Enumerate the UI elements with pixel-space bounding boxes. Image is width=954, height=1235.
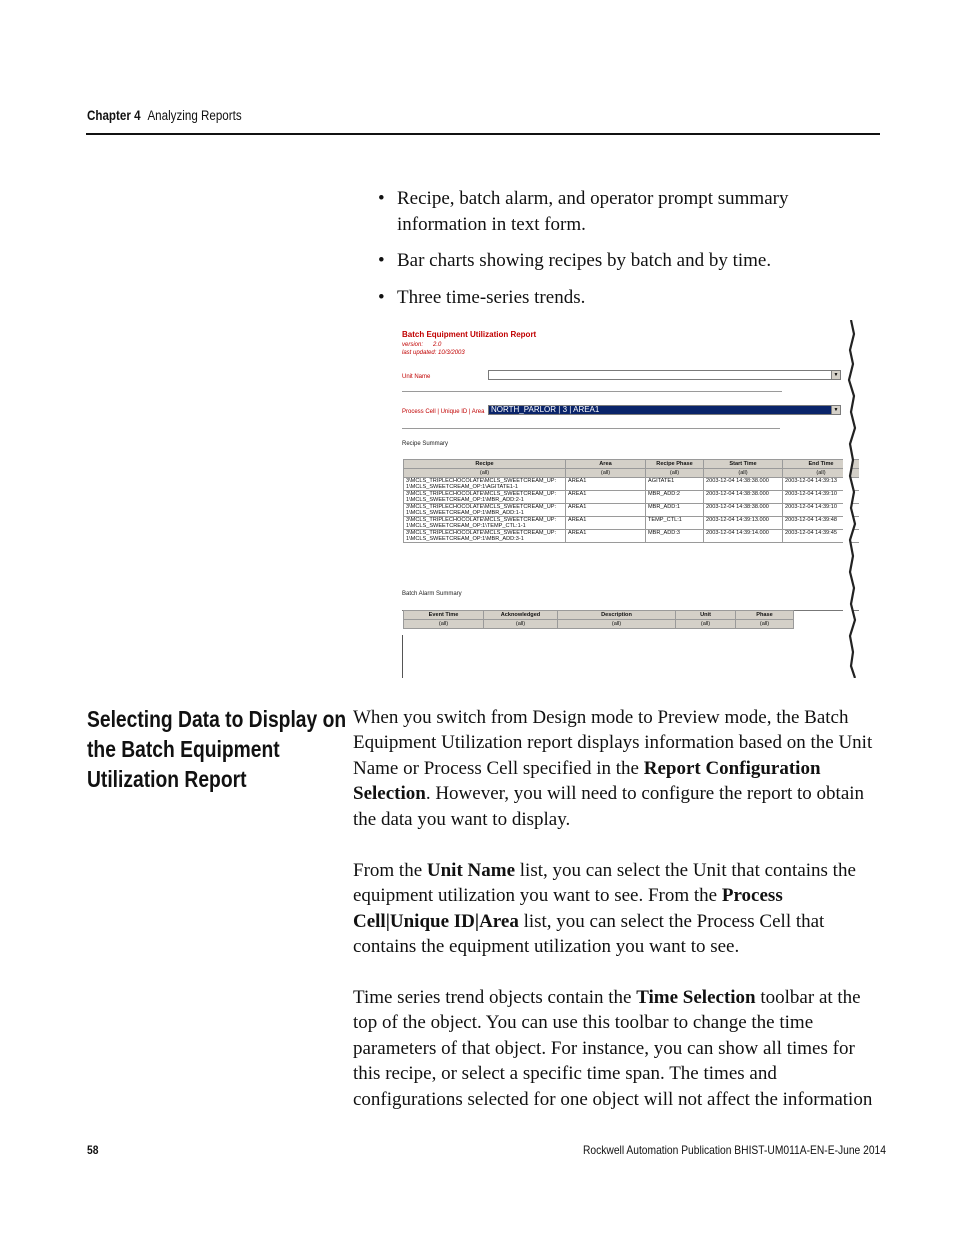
column-header[interactable]: Event Time xyxy=(404,611,484,620)
dropdown-arrow-icon[interactable]: ▼ xyxy=(831,371,840,379)
section-heading xyxy=(87,704,347,794)
recipe-summary-label: Recipe Summary xyxy=(402,441,449,447)
time-selection-term: Time Selection xyxy=(636,987,756,1008)
column-header[interactable]: Start Time xyxy=(704,460,783,469)
area-cell: AREA1 xyxy=(566,517,646,530)
start-time-cell: 2003-12-04 14:39:13.000 xyxy=(704,517,783,530)
dropdown-arrow-icon[interactable]: ▼ xyxy=(831,406,840,414)
recipe-summary-table xyxy=(403,459,859,543)
column-header[interactable]: Area xyxy=(566,460,646,469)
table-row xyxy=(404,491,860,504)
column-filter[interactable]: (all) xyxy=(404,469,566,478)
batch-alarm-label: Batch Alarm Summary xyxy=(402,591,462,597)
start-time-cell: 2003-12-04 14:38:38.000 xyxy=(704,504,783,517)
column-filter[interactable]: (all) xyxy=(676,620,736,629)
phase-cell: AGITATE1 xyxy=(646,478,704,491)
column-filter[interactable]: (all) xyxy=(404,620,484,629)
chapter-label: Chapter 4 xyxy=(87,108,141,123)
updated-label: last updated: xyxy=(402,350,437,356)
end-time-cell: 2003-12-04 14:39:10 xyxy=(783,491,860,504)
torn-edge-decoration xyxy=(843,320,859,678)
version-line xyxy=(402,342,441,348)
table-header-row xyxy=(404,460,860,469)
process-cell-value: NORTH_PARLOR | 3 | AREA1 xyxy=(491,405,600,414)
version-label: version: xyxy=(402,342,424,348)
header-rule xyxy=(86,133,880,135)
start-time-cell: 2003-12-04 14:38:38.000 xyxy=(704,478,783,491)
feature-bullet-list xyxy=(378,186,828,321)
area-cell: AREA1 xyxy=(566,504,646,517)
end-time-cell: 2003-12-04 14:39:10 xyxy=(783,504,860,517)
heading-line: the Batch Equipment xyxy=(87,736,280,762)
phase-cell: MBR_ADD:3 xyxy=(646,530,704,543)
bullet-item: • Three time-series trends. xyxy=(378,285,828,311)
recipe-cell: 3\MCLS_TRIPLECHOCOLATE\MCLS_SWEETCREAM_UP: 1\MCLS_SWEETCREAM_OP:1\MBR_ADD:2-1 xyxy=(404,491,566,504)
recipe-cell: 3\MCLS_TRIPLECHOCOLATE\MCLS_SWEETCREAM_UP: 1\MCLS_SWEETCREAM_OP:1\TEMP_CTL:1-1 xyxy=(404,517,566,530)
phase-cell: MBR_ADD:1 xyxy=(646,504,704,517)
batch-alarm-table xyxy=(403,610,794,629)
phase-cell: TEMP_CTL:1 xyxy=(646,517,704,530)
column-header[interactable]: Phase xyxy=(736,611,794,620)
updated-line xyxy=(402,350,465,356)
table-filter-row xyxy=(404,469,860,478)
table-row xyxy=(404,504,860,517)
table-header-row xyxy=(404,611,794,620)
column-header[interactable]: Description xyxy=(558,611,676,620)
end-time-cell: 2003-12-04 14:39:48 xyxy=(783,517,860,530)
column-header[interactable]: End Time xyxy=(783,460,860,469)
report-screenshot xyxy=(399,320,859,678)
column-header[interactable]: Recipe Phase xyxy=(646,460,704,469)
column-filter[interactable]: (all) xyxy=(566,469,646,478)
heading-line: Utilization Report xyxy=(87,766,247,792)
bullet-item: • Bar charts showing recipes by batch and by time. xyxy=(378,248,828,274)
bullet-item: • Recipe, batch alarm, and operator prompt summary information in text form. xyxy=(378,186,828,237)
column-filter[interactable]: (all) xyxy=(704,469,783,478)
column-filter[interactable]: (all) xyxy=(484,620,558,629)
area-cell: AREA1 xyxy=(566,478,646,491)
table-row xyxy=(404,530,860,543)
recipe-cell: 3\MCLS_TRIPLECHOCOLATE\MCLS_SWEETCREAM_UP: 1\MCLS_SWEETCREAM_OP:1\MBR_ADD:1-1 xyxy=(404,504,566,517)
unit-name-label: Unit Name xyxy=(402,374,431,380)
process-cell-term: Process Cell|Unique ID|Area xyxy=(353,885,783,932)
recipe-cell: 3\MCLS_TRIPLECHOCOLATE\MCLS_SWEETCREAM_UP: 1\MCLS_SWEETCREAM_OP:1\MBR_ADD:3-1 xyxy=(404,530,566,543)
column-filter[interactable]: (all) xyxy=(783,469,860,478)
publication-id: Rockwell Automation Publication BHIST-UM011A-EN-E-June 2014 xyxy=(583,1143,886,1157)
heading-line: Selecting Data to Display on xyxy=(87,706,347,732)
table-row xyxy=(404,478,860,491)
updated-value: 10/3/2003 xyxy=(438,350,465,356)
column-header[interactable]: Acknowledged xyxy=(484,611,558,620)
report-configuration-term: Report Configuration Selection xyxy=(353,757,821,805)
paragraph-preview-mode: When you switch from Design mode to Preview mode, the Batch Equipment Utilization report displays information based on the Unit Name or Process Cell specified in the Report Configuration Selection. However, you will need to configure the report to obtain the data you want to display. xyxy=(353,707,873,830)
divider xyxy=(402,391,782,392)
start-time-cell: 2003-12-04 14:38:38.000 xyxy=(704,491,783,504)
area-cell: AREA1 xyxy=(566,530,646,543)
table-border xyxy=(402,635,403,678)
recipe-cell: 3\MCLS_TRIPLECHOCOLATE\MCLS_SWEETCREAM_UP: 1\MCLS_SWEETCREAM_OP:1\AGITATE1-1 xyxy=(404,478,566,491)
column-filter[interactable]: (all) xyxy=(558,620,676,629)
area-cell: AREA1 xyxy=(566,491,646,504)
column-header[interactable]: Recipe xyxy=(404,460,566,469)
page-number: 58 xyxy=(87,1143,99,1157)
column-filter[interactable]: (all) xyxy=(736,620,794,629)
unit-name-dropdown[interactable] xyxy=(488,370,841,380)
chapter-title: Analyzing Reports xyxy=(147,108,242,123)
running-header xyxy=(87,108,242,123)
start-time-cell: 2003-12-04 14:39:14.000 xyxy=(704,530,783,543)
table-filter-row xyxy=(404,620,794,629)
end-time-cell: 2003-12-04 14:39:13 xyxy=(783,478,860,491)
phase-cell: MBR_ADD:2 xyxy=(646,491,704,504)
column-header[interactable]: Unit xyxy=(676,611,736,620)
end-time-cell: 2003-12-04 14:39:45 xyxy=(783,530,860,543)
divider xyxy=(402,428,780,429)
paragraph-unit-name: From the Unit Name list, you can select the Unit that contains the equipment utilization you want to see. From the Process Cell|Unique ID|Area list, you can select the Process Cell that contains the equipment utilization you want to see. xyxy=(353,860,856,958)
version-value: 2.0 xyxy=(433,342,442,348)
process-cell-label: Process Cell | Unique ID | Area xyxy=(402,409,485,415)
unit-name-term: Unit Name xyxy=(426,860,516,881)
table-row xyxy=(404,517,860,530)
process-cell-dropdown[interactable] xyxy=(488,405,841,415)
report-title: Batch Equipment Utilization Report xyxy=(402,330,537,339)
column-filter[interactable]: (all) xyxy=(646,469,704,478)
paragraph-time-selection: Time series trend objects contain the Time Selection toolbar at the top of the object. You can use this toolbar to change the time parameters of that object. For instance, you can show all times for this recipe, or select a specific time span. The times and configurations selected for one object will not affect the information xyxy=(353,987,873,1110)
